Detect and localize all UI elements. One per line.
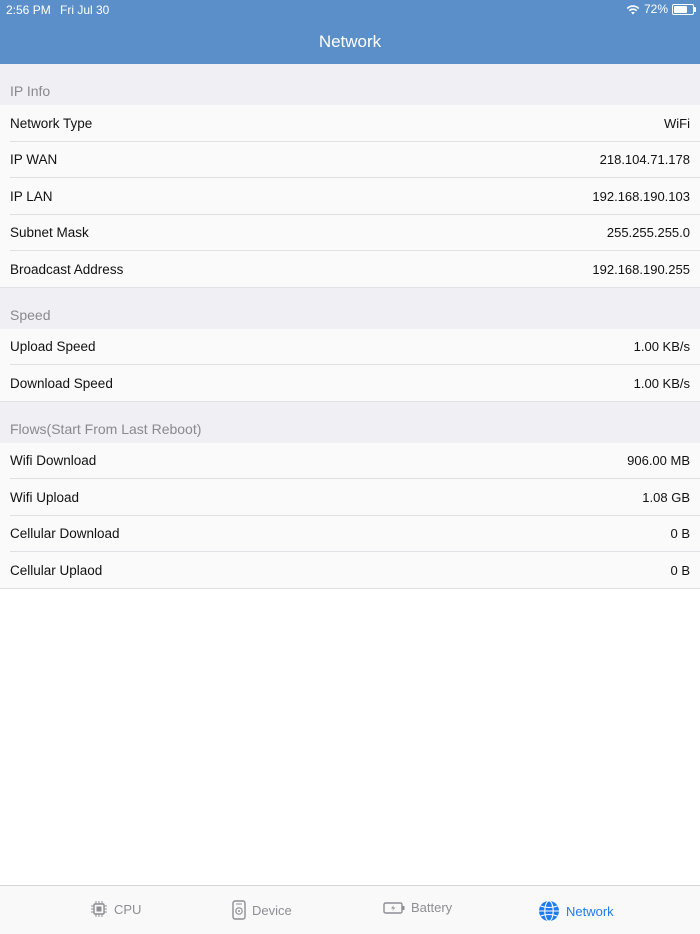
settings-table <box>0 64 700 589</box>
globe-icon <box>538 900 560 922</box>
row-label: Wifi Download <box>10 453 97 469</box>
row-value: 1.00 KB/s <box>633 339 690 355</box>
table-row <box>0 365 700 402</box>
table-row <box>0 142 700 179</box>
table-row <box>0 479 700 516</box>
tab-cpu[interactable] <box>90 900 141 918</box>
row-label: Wifi Upload <box>10 489 80 505</box>
row-label: Cellular Uplaod <box>10 562 103 578</box>
row-label: Download Speed <box>10 375 113 391</box>
navigation-bar <box>0 0 700 64</box>
tab-device[interactable] <box>232 900 292 920</box>
row-label: IP WAN <box>10 152 58 168</box>
row-value: WiFi <box>664 115 690 131</box>
tab-network[interactable] <box>538 900 614 922</box>
table-row <box>0 105 700 142</box>
tab-label: Network <box>566 903 614 919</box>
row-label: Upload Speed <box>10 339 96 355</box>
tab-label: Device <box>252 902 292 918</box>
battery-status-icon <box>672 4 694 15</box>
page-title: Network <box>318 32 382 51</box>
table-row <box>0 552 700 589</box>
row-value: 0 B <box>670 526 690 542</box>
table-row <box>0 178 700 215</box>
tab-label: Battery <box>411 900 453 915</box>
row-label: Subnet Mask <box>10 225 89 241</box>
row-value: 255.255.255.0 <box>606 225 690 241</box>
table-row <box>0 516 700 553</box>
status-time: 2:56 PM <box>6 3 51 17</box>
row-label: IP LAN <box>10 188 53 204</box>
row-label: Network Type <box>10 115 93 131</box>
status-bar <box>0 0 700 20</box>
status-right <box>626 2 694 16</box>
section-header: IP Info <box>0 64 700 105</box>
table-row <box>0 329 700 366</box>
row-value: 0 B <box>670 562 690 578</box>
table-row <box>0 251 700 288</box>
row-value: 906.00 MB <box>627 453 690 469</box>
battery-percent: 72% <box>643 2 668 16</box>
section-header: Flows(Start From Last Reboot) <box>0 402 700 443</box>
row-value: 192.168.190.255 <box>592 261 690 277</box>
row-value: 1.08 GB <box>642 489 690 505</box>
row-label: Cellular Download <box>10 526 120 542</box>
battery-icon <box>383 901 405 915</box>
device-icon <box>232 900 246 920</box>
row-value: 218.104.71.178 <box>599 152 690 168</box>
row-value: 192.168.190.103 <box>592 188 690 204</box>
section-header: Speed <box>0 288 700 329</box>
tab-label: CPU <box>114 901 142 917</box>
tab-battery[interactable] <box>383 900 452 915</box>
wifi-icon <box>626 4 640 15</box>
row-value: 1.00 KB/s <box>633 375 690 391</box>
status-date: Fri Jul 30 <box>60 3 110 17</box>
cpu-icon <box>90 900 108 918</box>
row-label: Broadcast Address <box>10 261 124 277</box>
tab-bar <box>0 885 700 934</box>
table-row <box>0 443 700 480</box>
table-row <box>0 215 700 252</box>
